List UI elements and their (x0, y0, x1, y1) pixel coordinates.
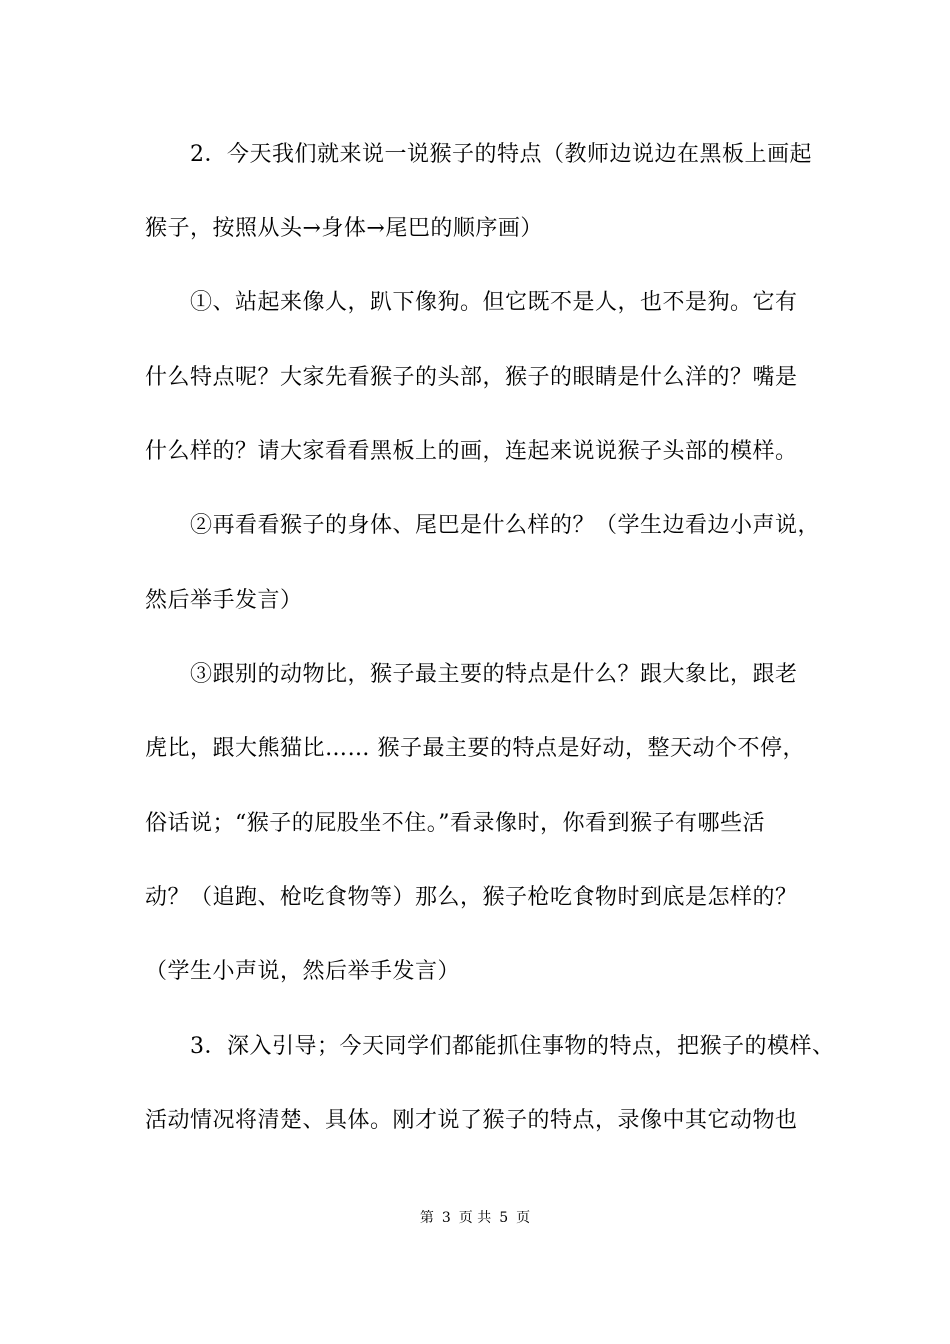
paragraph-line: 2．今天我们就来说一说猴子的特点（教师边说边在黑板上画起 (190, 142, 812, 167)
page-footer (0, 1208, 950, 1228)
paragraph-line: 动？（追跑、枪吃食物等）那么，猴子枪吃食物时到底是怎样的？ (145, 885, 798, 910)
footer-suffix: 页 (516, 1210, 531, 1226)
paragraph-line: 猴子，按照从头→身体→尾巴的顺序画） (145, 216, 543, 241)
paragraph-line: 虎比，跟大熊猫比…… 猴子最主要的特点是好动，整天动个不停， (145, 736, 805, 761)
paragraph-line: ②再看看猴子的身体、尾巴是什么样的？（学生边看边小声说， (190, 513, 821, 538)
paragraph-line: 俗话说；“猴子的屁股坐不住。”看录像时，你看到猴子有哪些活 (145, 811, 765, 836)
paragraph-line: ①、站起来像人，趴下像狗。但它既不是人，也不是狗。它有 (190, 290, 798, 315)
footer-middle: 页 共 (458, 1210, 492, 1226)
paragraph-line: 3．深入引导；今天同学们都能抓住事物的特点，把猴子的模样、 (190, 1034, 835, 1059)
paragraph-line: 什么样的？请大家看看黑板上的画，连起来说说猴子头部的模样。 (145, 439, 798, 464)
paragraph-line: ③跟别的动物比，猴子最主要的特点是什么？跟大象比，跟老 (190, 662, 798, 687)
footer-total-pages: 5 (499, 1210, 509, 1226)
footer-current-page: 3 (441, 1210, 451, 1226)
paragraph-line: 活动情况将清楚、具体。刚才说了猴子的特点，录像中其它动物也 (145, 1108, 798, 1133)
paragraph-line: （学生小声说，然后举手发言） (145, 959, 461, 984)
footer-prefix: 第 (419, 1210, 434, 1226)
paragraph-line: 然后举手发言） (145, 588, 303, 613)
paragraph-line: 什么特点呢？大家先看猴子的头部，猴子的眼睛是什么洋的？嘴是 (145, 365, 798, 390)
